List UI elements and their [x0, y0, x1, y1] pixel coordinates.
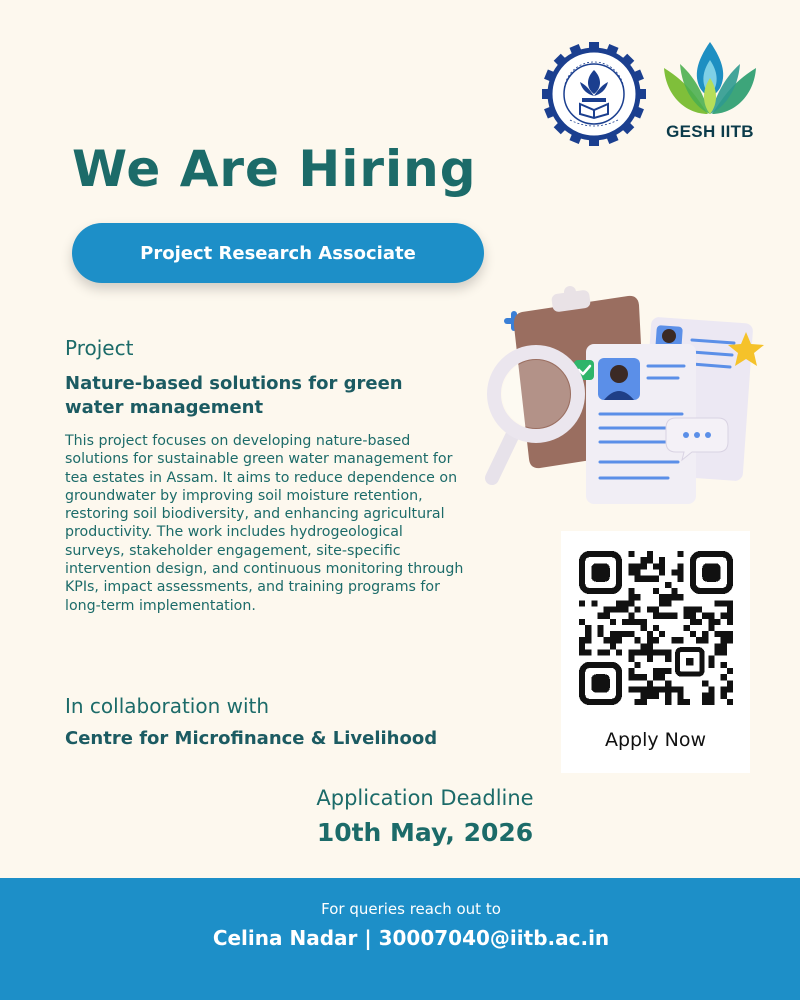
role-label: Project Research Associate	[140, 242, 416, 264]
role-badge	[72, 223, 484, 283]
project-description: This project focuses on developing nature-based solutions for sustainable green water management for tea estates in Assam. It aims to reduce dependence on groundwater by improving soil moisture retention, restoring soil biodiversity, and enhancing agricultural productivity. The work includes hydrogeological surveys, stakeholder engagement, site-specific intervention design, and continuous monitoring through KPIs, impact assessments, and training programs for long-term implementation.	[65, 433, 464, 614]
deadline-date: 10th May, 2026	[316, 818, 534, 847]
footer-contact[interactable]: Celina Nadar | 30007040@iitb.ac.in	[212, 926, 610, 950]
lotus-drops-icon	[656, 38, 764, 118]
page-headline: We Are Hiring	[72, 140, 477, 198]
footer	[0, 878, 800, 1000]
qr-card[interactable]	[561, 531, 750, 773]
deadline-label: Application Deadline	[316, 786, 534, 810]
apply-now-label[interactable]: Apply Now	[604, 729, 707, 751]
qr-code-icon[interactable]	[579, 551, 733, 705]
footer-query-text: For queries reach out to	[321, 900, 501, 918]
project-title: Nature-based solutions for green water management	[65, 373, 403, 418]
iit-bombay-logo-icon	[540, 40, 648, 148]
project-label: Project	[65, 336, 134, 360]
collaboration-label: In collaboration with	[65, 694, 270, 718]
gesh-logo-text: GESH IITB	[666, 122, 754, 141]
recruitment-illustration	[478, 282, 778, 512]
collaboration-name: Centre for Microfinance & Livelihood	[65, 728, 438, 749]
